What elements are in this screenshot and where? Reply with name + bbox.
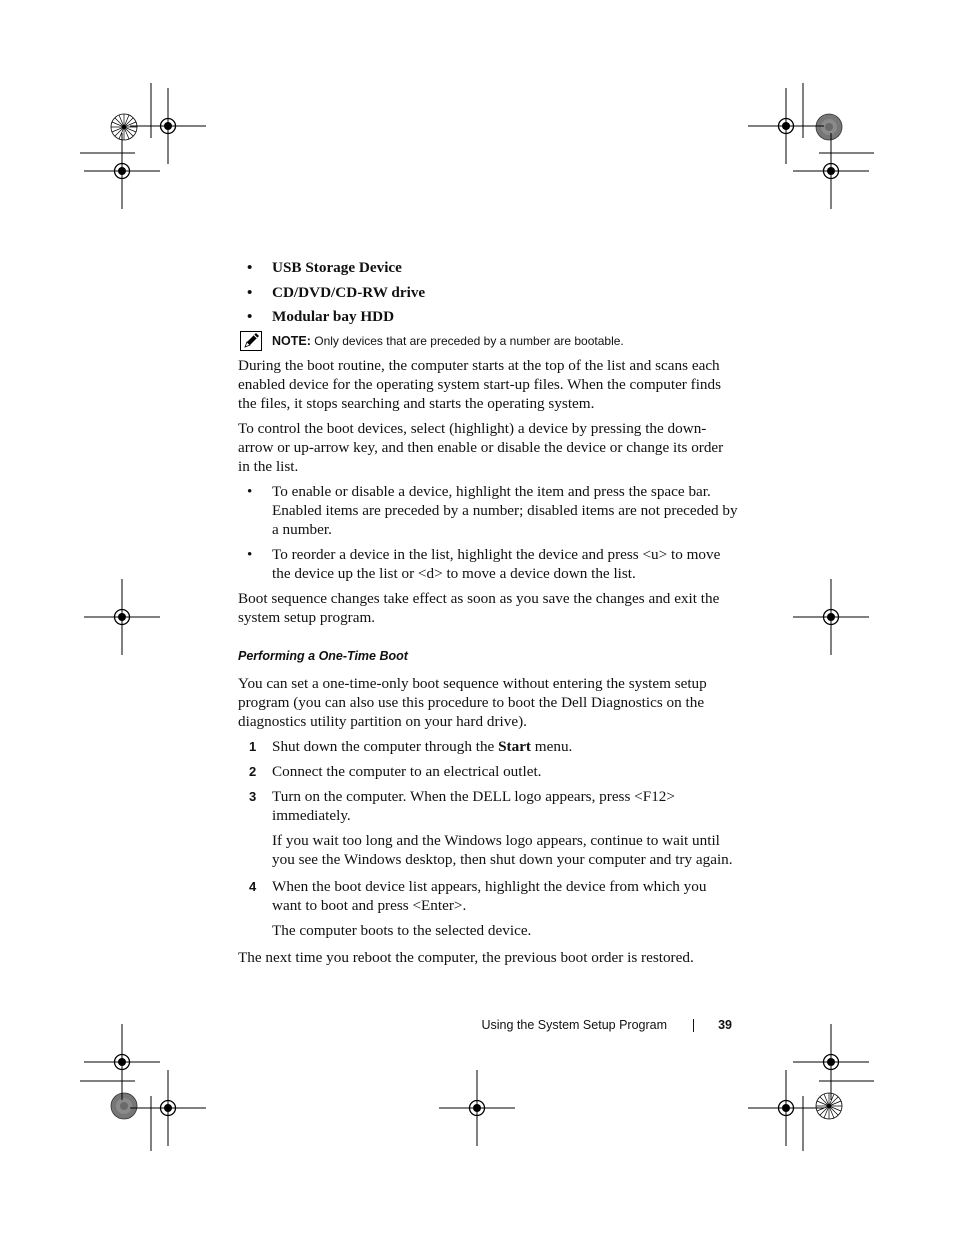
list-item: • Modular bay HDD	[247, 308, 395, 325]
page-number: 39	[718, 1018, 732, 1032]
paragraph: During the boot routine, the computer starts at the top of the list and scans each enabled device for the operating system start-up files. When the computer finds the files, it stops searching and starts the operating system.	[238, 356, 722, 412]
step-item: 1 Shut down the computer through the Start menu.	[249, 737, 573, 755]
step-item: 3 Turn on the computer. When the DELL logo appears, press <F12> immediately. If you wait too long and the Windows logo appears, continue to wait until you see the Windows desktop, then shut down your computer and try again.	[249, 787, 733, 868]
instructions-list	[238, 482, 738, 583]
boot-device-list	[238, 258, 738, 326]
note-label: NOTE:	[272, 333, 311, 348]
page-content	[238, 258, 738, 973]
paragraph: To control the boot devices, select (highlight) a device by pressing the down-arrow or up-arrow key, and then enable or disable the device or change its order in the list.	[238, 419, 724, 475]
list-item: • To enable or disable a device, highlight the item and press the space bar. Enabled items are preceded by a number; disabled items are not preceded by a number.	[247, 482, 738, 538]
note-box	[238, 332, 738, 350]
step-item: 4 When the boot device list appears, highlight the device from which you want to boot and press <Enter>. The computer boots to the selected device.	[249, 877, 707, 939]
paragraph: The next time you reboot the computer, the previous boot order is restored.	[238, 948, 694, 966]
list-item: • USB Storage Device	[247, 259, 402, 276]
note-text: Only devices that are preceded by a number are bootable.	[314, 333, 624, 348]
step-item: 2 Connect the computer to an electrical outlet.	[249, 762, 542, 780]
pencil-note-icon	[240, 331, 262, 351]
footer-title: Using the System Setup Program	[481, 1018, 667, 1032]
paragraph: You can set a one-time-only boot sequence without entering the system setup program (you can also use this procedure to boot the Dell Diagnostics on the diagnostics utility partition on your hard drive).	[238, 674, 707, 730]
steps-list	[238, 737, 738, 940]
section-heading: Performing a One-Time Boot	[238, 648, 408, 663]
list-item: • CD/DVD/CD-RW drive	[247, 283, 426, 301]
footer-separator	[693, 1019, 694, 1032]
paragraph: Boot sequence changes take effect as soon as you save the changes and exit the system setup program.	[238, 589, 720, 626]
list-item: • To reorder a device in the list, highlight the device and press <u> to move the device up the list or <d> to move a device down the list.	[247, 545, 721, 582]
